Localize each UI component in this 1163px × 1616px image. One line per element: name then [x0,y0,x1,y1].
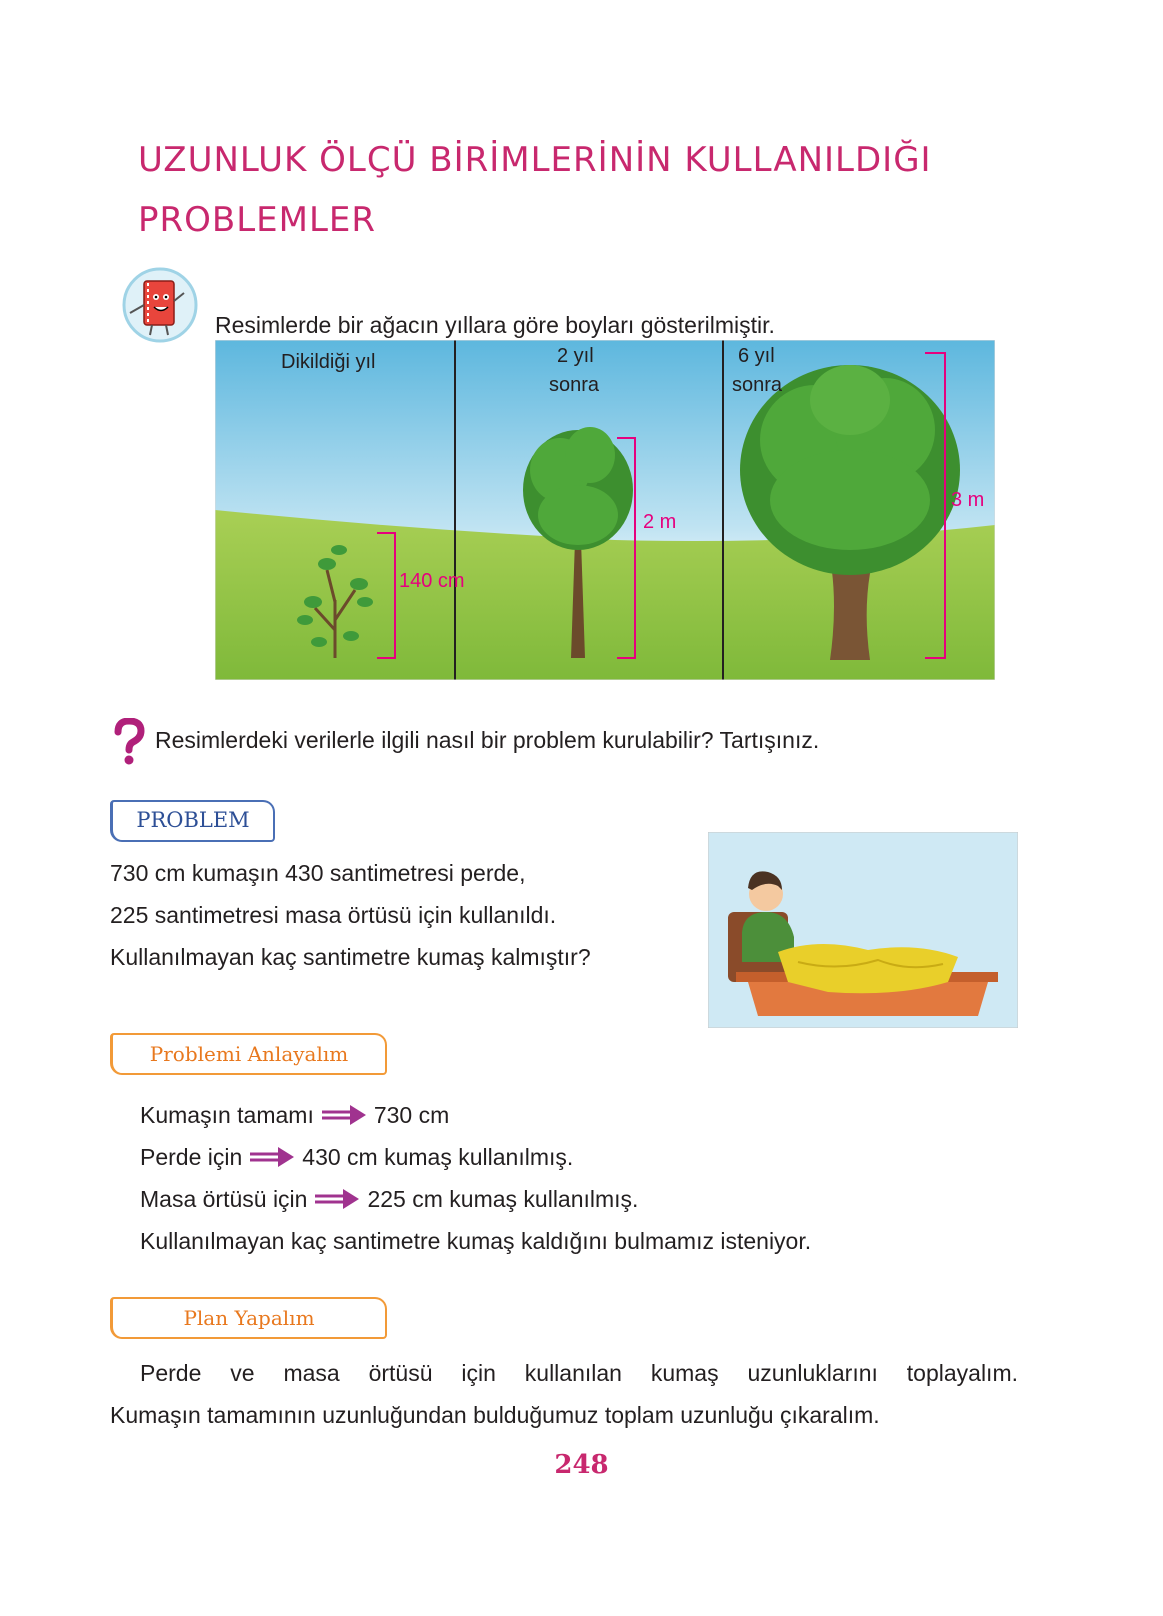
understand-last: Kullanılmayan kaç santimetre kumaş kaldığını bulmamız isteniyor. [140,1228,812,1254]
title-line-2: PROBLEMLER [138,200,377,240]
panel2-measure: 2 m [643,511,677,533]
tree-growth-illustration [215,340,995,680]
panel1-measure: 140 cm [399,570,465,592]
plan-line-2: Kumaşın tamamının uzunluğundan bulduğumuz toplam uzunluğu çıkaralım. [110,1402,880,1428]
problem-line-3: Kullanılmayan kaç santimetre kumaş kalmıştır? [110,944,591,970]
understand-section [140,1094,811,1262]
plan-label: Plan Yapalım [110,1297,387,1339]
intro-text: Resimlerde bir ağacın yıllara göre boyları gösterilmiştir. [215,312,775,338]
right-arrow-icon [313,1188,361,1210]
understand-row-right: 430 cm kumaş kullanılmış. [302,1144,574,1170]
question-mark-icon [110,718,148,766]
panel3-label-line1: 6 yıl [738,345,775,367]
notebook-mascot-icon [118,265,198,345]
panel1-label: Dikildiği yıl [281,351,376,373]
understand-row [140,1136,811,1178]
page-title [138,130,1038,250]
man-with-fabric-illustration [708,832,1018,1028]
problem-line-2: 225 santimetresi masa örtüsü için kullanıldı. [110,902,557,928]
right-arrow-icon [320,1104,368,1126]
understand-row-left: Masa örtüsü için [140,1186,308,1212]
problem-line-1: 730 cm kumaşın 430 santimetresi perde, [110,860,526,886]
understand-label: Problemi Anlayalım [110,1033,387,1075]
understand-row [140,1178,811,1220]
plan-line-1: Perde ve masa örtüsü için kullanılan kumaş uzunluklarını toplayalım. [140,1360,1018,1386]
understand-row-right: 225 cm kumaş kullanılmış. [367,1186,639,1212]
problem-text [110,852,682,978]
question-text: Resimlerdeki verilerle ilgili nasıl bir problem kurulabilir? Tartışınız. [155,727,820,753]
right-arrow-icon [248,1146,296,1168]
title-line-1: UZUNLUK ÖLÇÜ BİRİMLERİNİN KULLANILDIĞI [138,140,932,180]
understand-row [140,1094,811,1136]
page-number: 248 [554,1450,609,1480]
problem-label: PROBLEM [110,800,275,842]
plan-text [110,1352,1018,1436]
understand-row-right: 730 cm [373,1102,450,1128]
panel2-label-line2: sonra [549,374,600,396]
understand-row-left: Kumaşın tamamı [140,1102,314,1128]
understand-row-left: Perde için [140,1144,243,1170]
panel3-label-line2: sonra [732,374,783,396]
panel3-measure: 3 m [951,489,985,511]
panel2-label-line1: 2 yıl [557,345,594,367]
